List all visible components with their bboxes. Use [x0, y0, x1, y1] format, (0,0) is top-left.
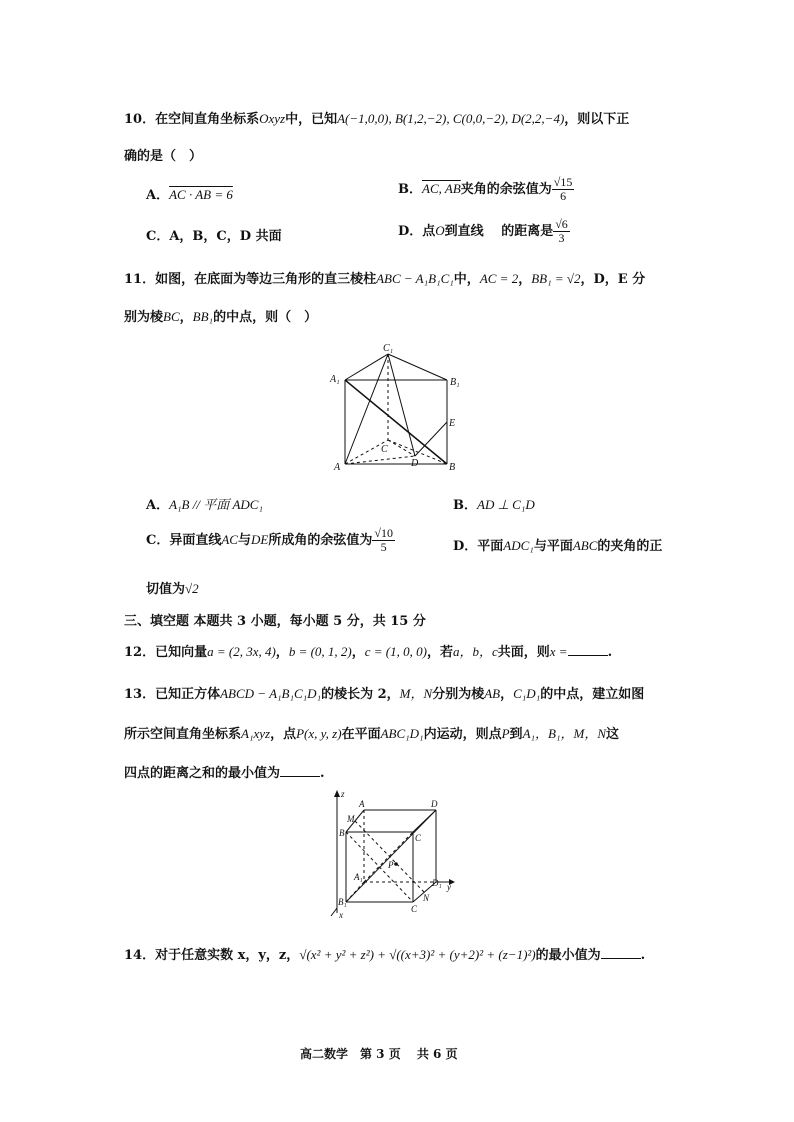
q13-pt: P(x, y, z): [296, 726, 342, 741]
q11-stem-a: 11．如图，在底面为等边三角形的直三棱柱: [124, 272, 377, 287]
q13-ab: AB: [484, 686, 501, 701]
q13-b: 的棱长为 2，: [321, 687, 400, 702]
q14-b: 的最小值为: [535, 948, 601, 963]
q10-option-d: [398, 218, 570, 245]
fig13-label-x: x: [339, 910, 343, 920]
page-footer: 高二数学 第 3 页 共 6 页: [300, 1047, 458, 1061]
fig11-label-e: E: [449, 418, 456, 429]
q13-stem-line3: [124, 762, 325, 781]
q11-opt-c-frac: [372, 527, 395, 554]
q13-mn: M，N: [399, 686, 433, 701]
q13-cd: C₁D₁: [513, 686, 541, 701]
q12-vs: a，b，c: [452, 644, 498, 659]
q12-v2: b = (0, 1, 2): [288, 644, 352, 659]
q11-opt-c-m1: AC: [221, 532, 238, 547]
fig11-label-a1: A₁: [330, 374, 340, 385]
q11-option-d: [453, 535, 662, 554]
q11-opt-b-math: AD ⊥ C₁D: [477, 497, 535, 512]
q13-d: 的中点，建立如图: [540, 687, 645, 702]
fig11-label-b: B: [449, 462, 456, 473]
fig13-label-a: A: [359, 799, 365, 809]
fig11-label-d: D: [411, 458, 419, 469]
fig11-label-c1: C₁: [383, 343, 394, 354]
q11-opt-b-label: B．: [453, 498, 477, 513]
q14-stem: [124, 944, 645, 963]
q11-opt-c-a: C．异面直线: [146, 533, 222, 548]
q11-stem-line1: 11．如图，在底面为等边三角形的直三棱柱ABC − A₁B₁C₁中，AC = 2，BB₁ = √2，D，E 分: [124, 271, 646, 287]
q12-a: 12．已知向量: [124, 645, 208, 660]
q11-option-d-line2: [146, 578, 199, 597]
q11-stem-c: ，D，E 分: [580, 272, 646, 287]
q10-opt-b-den: 6: [560, 189, 567, 203]
q13-line2-b: ，点: [270, 727, 297, 742]
q11-opt-d-m2: ABC: [572, 538, 598, 553]
q10-option-a: [146, 184, 233, 203]
q12-v3: c = (1, 0, 0): [364, 644, 427, 659]
q11-stem-line2-b: 的中点，则（ ）: [213, 310, 318, 325]
q11-opt-d-m1: ADC₁: [503, 538, 534, 553]
q11-stem-line2: 别为棱BC，BB₁的中点，则（ ）: [124, 309, 318, 325]
q13-cube-figure: [328, 788, 463, 922]
fig11-label-a: A: [334, 462, 341, 473]
fig13-label-z: z: [341, 789, 345, 799]
q10-opt-a-label: A．: [146, 188, 170, 203]
q12-c: 共面，则: [497, 645, 550, 660]
fig13-label-a1: A₁: [354, 872, 363, 882]
q10-opt-d-label: D．点: [398, 224, 436, 239]
fig13-label-n: N: [423, 893, 430, 903]
q13-sys: A₁xyz: [241, 726, 271, 741]
q14-end: .: [640, 948, 646, 963]
q10-opt-a-math: AC · AB = 6: [169, 187, 233, 202]
q13-line2-e: 到: [509, 727, 523, 742]
q10-stem-line1: [124, 108, 629, 127]
q11-opt-d-a: D．平面: [453, 539, 504, 554]
q11-option-a: [146, 494, 263, 513]
q13-sep: ，: [500, 687, 514, 702]
q13-line2-a: 所示空间直角坐标系: [124, 727, 242, 742]
q10-opt-d-num: √6: [555, 217, 568, 231]
q10-stem-c: ，则以下正: [564, 112, 630, 127]
q11-cond1: AC = 2: [479, 271, 519, 286]
q10-opt-b-math: AC, AB: [422, 181, 461, 196]
q10-stem-line2: 确的是（ ）: [124, 149, 203, 164]
fig13-label-b1: B₁: [338, 897, 347, 907]
q11-prism-figure: [325, 340, 465, 475]
q11-opt-a-math: A₁B // 平面 ADC₁: [169, 497, 263, 512]
q14-expr: √(x² + y² + z²) + √((x+3)² + (y+2)² + (z−1)²): [299, 947, 536, 962]
q10-opt-d-den: 3: [558, 231, 565, 245]
q11-cond2: BB₁ = √2: [531, 271, 581, 286]
q11-opt-c-c: 所成角的余弦值为: [268, 533, 373, 548]
q13-line3: 四点的距离之和的最小值为: [124, 766, 281, 781]
q11-edge2: BB₁: [192, 309, 214, 324]
q11-opt-d-c: 的夹角的正: [597, 539, 663, 554]
q10-opt-b-text: 夹角的余弦值为: [460, 182, 552, 197]
q13-end: .: [320, 766, 325, 781]
q12-b: ，若: [426, 645, 453, 660]
q11-opt-d-b: 与平面: [533, 539, 573, 554]
q10-points: A(−1,0,0), B(1,2,−2), C(0,0,−2), D(2,2,−4): [337, 111, 565, 126]
q12-stem: 12．已知向量a = (2, 3x, 4)，b = (0, 1, 2)，c = (1, 0, 0)，若a，b，c共面，则x = .: [124, 644, 613, 660]
q11-opt-c-b: 与: [237, 533, 251, 548]
q13-answer-blank[interactable]: [280, 764, 320, 777]
q10-opt-d-text: 到直线 的距离是: [444, 224, 554, 239]
q13-point-p: [394, 862, 398, 866]
q12-end: .: [607, 645, 613, 660]
q10-opt-b-frac: [552, 176, 575, 203]
q12-xeq: x =: [549, 644, 568, 659]
q13-plane: ABC₁D₁: [380, 726, 424, 741]
q11-opt-c-den: 5: [380, 540, 387, 554]
q13-cube: ABCD − A₁B₁C₁D₁: [220, 686, 322, 701]
fig11-label-b1: B₁: [450, 377, 460, 388]
q10-coord-sys: Oxyz: [259, 111, 286, 126]
q11-stem-line2-a: 别为棱: [124, 310, 164, 325]
fig13-label-c: C: [415, 833, 422, 843]
q11-prism: ABC − A₁B₁C₁: [376, 271, 454, 286]
q12-answer-blank[interactable]: [568, 643, 608, 656]
fig13-label-d1: D₁: [432, 878, 442, 888]
q11-stem-b: 中，: [453, 272, 480, 287]
fig13-label-y: y: [447, 882, 451, 892]
fig13-label-b: B: [339, 828, 345, 838]
q10-opt-b-num: √15: [553, 175, 573, 189]
q10-option-b: [398, 176, 574, 203]
q13-a: 13．已知正方体: [124, 687, 221, 702]
q11-opt-d-val: √2: [185, 581, 199, 596]
q11-opt-a-label: A．: [146, 498, 170, 513]
q13-line2-c: 在平面: [341, 727, 381, 742]
q14-answer-blank[interactable]: [601, 946, 641, 959]
q13-stem-line2: [124, 723, 619, 742]
q10-opt-d-o: O: [435, 223, 445, 238]
q10-stem-b: 中，已知: [285, 112, 338, 127]
fig13-label-d: D: [431, 799, 438, 809]
q10-option-c: C．A，B，C，D 共面: [146, 229, 282, 244]
q10-stem-a: 10．在空间直角坐标系: [124, 112, 260, 127]
q11-edge1: BC: [163, 309, 180, 324]
q14-a: 14．对于任意实数 x，y，z，: [124, 948, 300, 963]
q10-opt-b-label: B．: [398, 182, 422, 197]
q11-option-c: [146, 527, 395, 554]
q13-p2: P: [501, 726, 510, 741]
fig13-label-m: M: [347, 814, 355, 824]
q13-line2-d: 内运动，则点: [423, 727, 502, 742]
q13-c: 分别为棱: [432, 687, 485, 702]
q13-line2-f: 这: [605, 727, 619, 742]
q11-opt-c-m2: DE: [251, 532, 269, 547]
fig13-label-p: P: [388, 860, 394, 870]
q12-v1: a = (2, 3x, 4): [207, 644, 276, 659]
q11-opt-d-line2: 切值为: [146, 582, 186, 597]
q11-option-b: [453, 494, 535, 513]
fig11-label-c: C: [381, 444, 388, 455]
q10-opt-d-frac: [553, 218, 570, 245]
q13-stem-line1: [124, 683, 644, 702]
q13-pts: A₁，B₁，M，N: [522, 726, 606, 741]
q11-opt-c-num: √10: [374, 526, 393, 540]
fig13-label-c1: C: [411, 904, 418, 914]
section3-heading: 三、填空题 本题共 3 小题，每小题 5 分，共 15 分: [124, 614, 426, 629]
